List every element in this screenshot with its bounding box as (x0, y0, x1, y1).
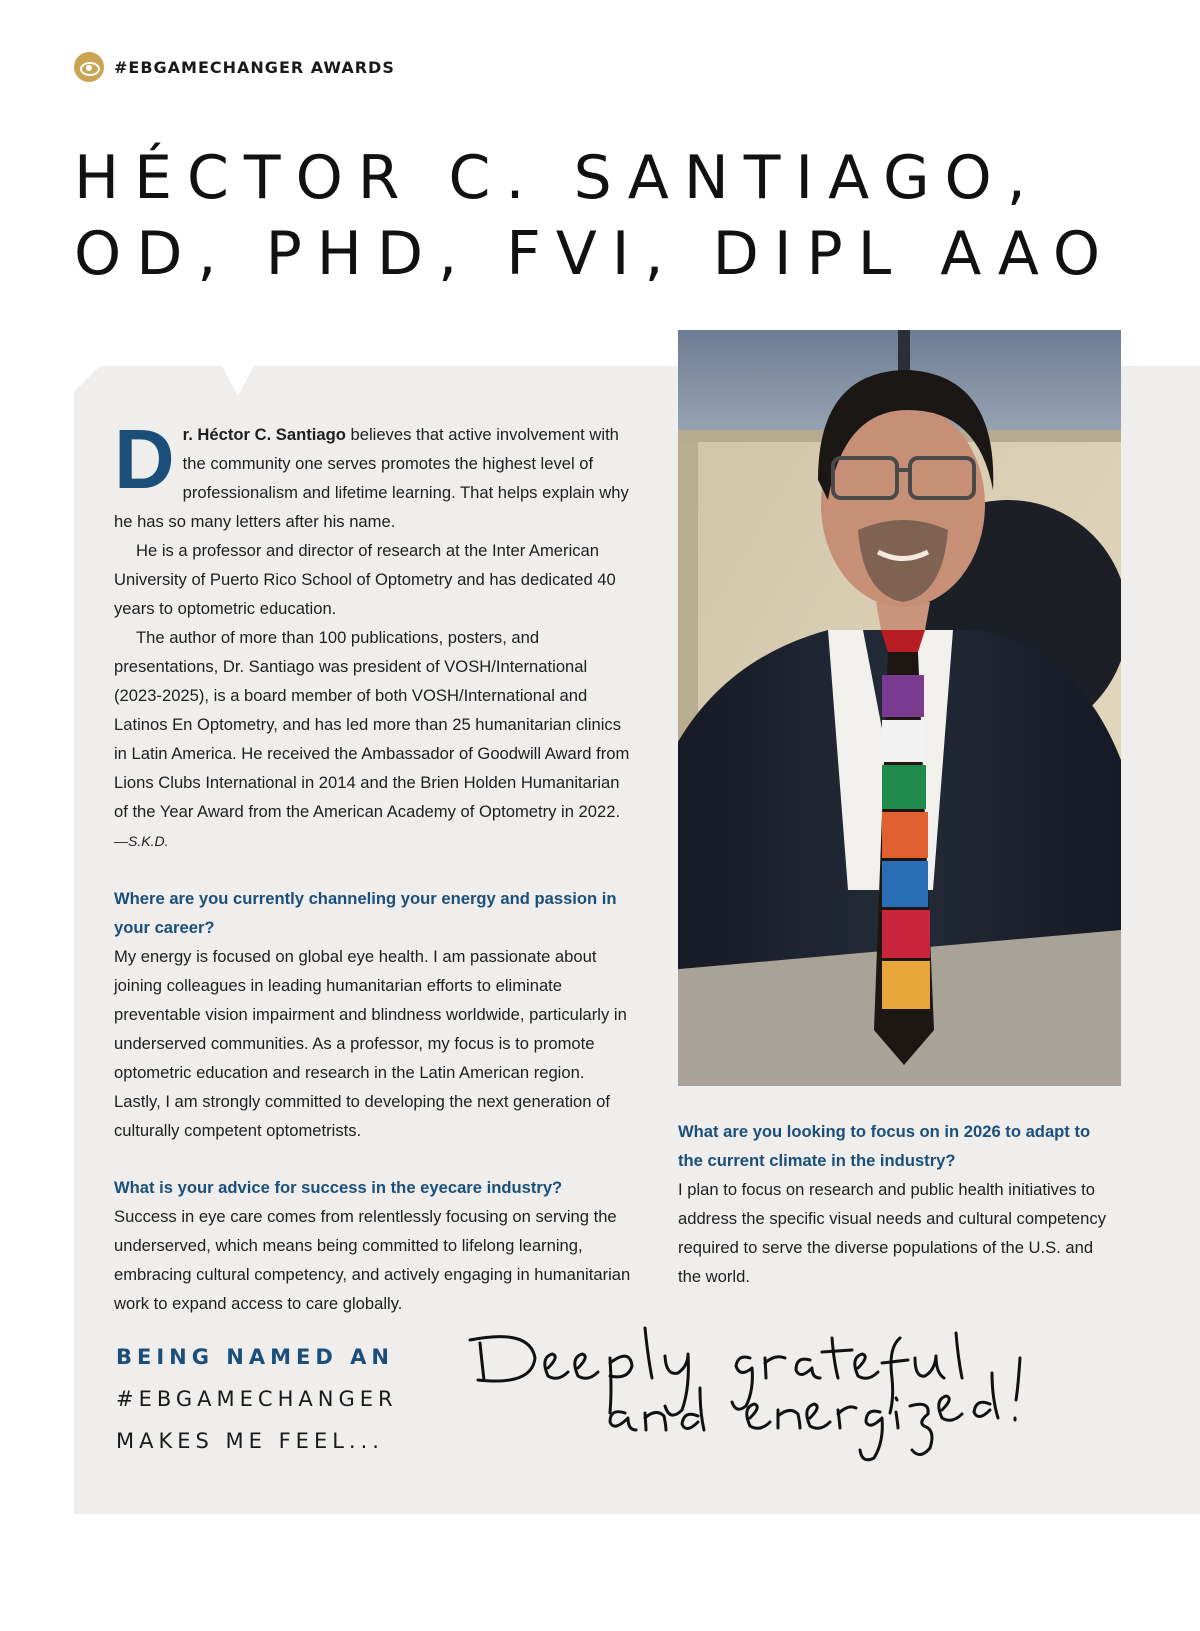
question-2: What is your advice for success in the eyecare industry? (114, 1178, 563, 1197)
left-column (114, 412, 634, 1318)
portrait-photo (678, 330, 1121, 1086)
bio-paragraph-3-text: The author of more than 100 publications, posters, and presentations, Dr. Santiago was president of VOSH/International (2023-2025), is a board member of both VOSH/International and Latinos En Optometry, and has led more than 25 humanitarian clinics in Latin America. He received the Ambassador of Goodwill Award from Lions Clubs International in 2014 and the Brien Holden Humanitarian of the Year Award from the American Academy of Optometry in 2022. (114, 628, 630, 821)
page-title (74, 140, 1115, 292)
feel-line-2: #EBGAMECHANGER (116, 1387, 398, 1411)
author-initials: —S.K.D. (114, 833, 169, 849)
feel-line-1: BEING NAMED AN (116, 1345, 394, 1369)
feel-line-3: MAKES ME FEEL... (116, 1429, 384, 1453)
title-line-2: OD, PHD, FVI, DIPL AAO (74, 219, 1116, 289)
section-label: #EBGAMECHANGER AWARDS (114, 57, 395, 77)
answer-2: Success in eye care comes from relentlessly focusing on serving the underserved, which means being committed to lifelong learning, embracing cultural competency, and actively engaging in humanitarian work to expand access to care globally. (114, 1207, 631, 1313)
lead-name: r. Héctor C. Santiago (182, 425, 346, 444)
drop-cap: D (114, 412, 175, 506)
answer-1: My energy is focused on global eye health. I am passionate about joining colleagues in leading humanitarian efforts to eliminate preventable vision impairment and blindness worldwide, particularly in underserved communities. As a professor, my focus is to promote optometric education and research in the Latin American region. Lastly, I am strongly committed to developing the next generation of culturally competent optometrists. (114, 947, 627, 1140)
intro-paragraph (114, 412, 634, 536)
bio-paragraph-2: He is a professor and director of research at the Inter American University of Puerto Rico School of Optometry and has dedicated 40 years to optometric education. (114, 541, 616, 618)
intro-text: believes that active involvement with the community one serves promotes the highest level of professionalism and lifetime learning. That helps explain why he has so many letters after his name. (114, 425, 629, 531)
question-3: What are you looking to focus on in 2026 to adapt to the current climate in the industry? (678, 1122, 1091, 1170)
eye-logo-icon (74, 52, 104, 82)
bio-paragraph-3 (114, 623, 634, 856)
question-1: Where are you currently channeling your energy and passion in your career? (114, 889, 617, 937)
title-line-1: HÉCTOR C. SANTIAGO, (74, 143, 1041, 213)
section-header (74, 52, 395, 82)
right-column (678, 1117, 1118, 1291)
feel-prompt (116, 1336, 398, 1462)
answer-3: I plan to focus on research and public health initiatives to address the specific visual needs and cultural competency required to serve the diverse populations of the U.S. and the world. (678, 1180, 1106, 1286)
handwritten-response (460, 1318, 1060, 1468)
